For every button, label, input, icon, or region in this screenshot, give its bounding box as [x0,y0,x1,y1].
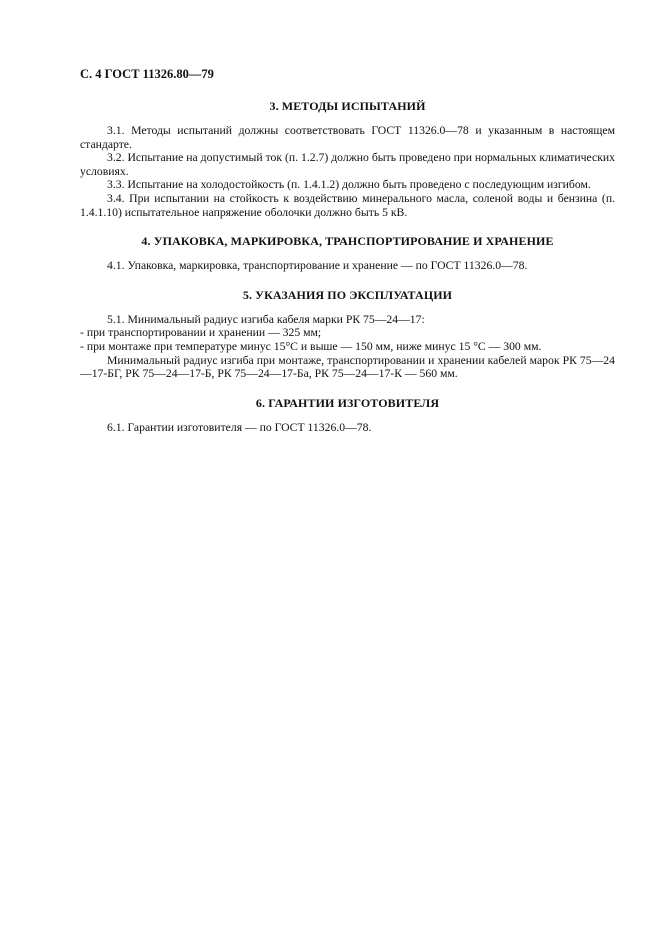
paragraph-4-1: 4.1. Упаковка, маркировка, транспортирование и хранение — по ГОСТ 11326.0—78. [107,259,528,273]
section-5 [80,287,615,381]
list-item: - при монтаже при температуре минус 15°С и выше — 150 мм, ниже минус 15 °С — 300 мм. [80,339,542,353]
paragraph-3-2: 3.2. Испытание на допустимый ток (п. 1.2.7) должно быть проведено при нормальных климатических условиях. [80,151,615,178]
paragraph-3-4: 3.4. При испытании на стойкость к воздействию минерального масла, соленой воды и бензина (п. 1.4.1.10) испытательное напряжение оболочки должно быть 5 кВ. [80,191,615,219]
section-title: 4. УПАКОВКА, МАРКИРОВКА, ТРАНСПОРТИРОВАНИЕ И ХРАНЕНИЕ [141,234,554,249]
paragraph-3-1: 3.1. Методы испытаний должны соответствовать ГОСТ 11326.0—78 и указанным в настоящем стандарте. [80,124,615,151]
document-page [80,66,615,434]
paragraph-6-1: 6.1. Гарантии изготовителя — по ГОСТ 11326.0—78. [107,420,372,434]
paragraph-5-1: 5.1. Минимальный радиус изгиба кабеля марки РК 75—24—17: [107,312,425,326]
section-title: 6. ГАРАНТИИ ИЗГОТОВИТЕЛЯ [255,395,440,410]
section-6 [80,395,615,435]
section-4 [80,233,615,273]
section-title: 5. УКАЗАНИЯ ПО ЭКСПЛУАТАЦИИ [242,287,453,302]
list-item: - при транспортировании и хранении — 325 мм; [80,326,322,340]
page-header: С. 4 ГОСТ 11326.80—79 [80,67,214,81]
paragraph-3-3: 3.3. Испытание на холодостойкость (п. 1.4.1.2) должно быть проведено с последующим изгибом. [107,178,591,192]
section-3 [80,98,615,219]
paragraph-5-closing: Минимальный радиус изгиба при монтаже, транспортировании и хранении кабелей марок РК 75—24—17-БГ, РК 75—24—17-Б, РК 75—24—17-Ба, РК 75—24—17-К — 560 мм. [80,353,615,381]
section-title: 3. МЕТОДЫ ИСПЫТАНИЙ [269,99,426,113]
